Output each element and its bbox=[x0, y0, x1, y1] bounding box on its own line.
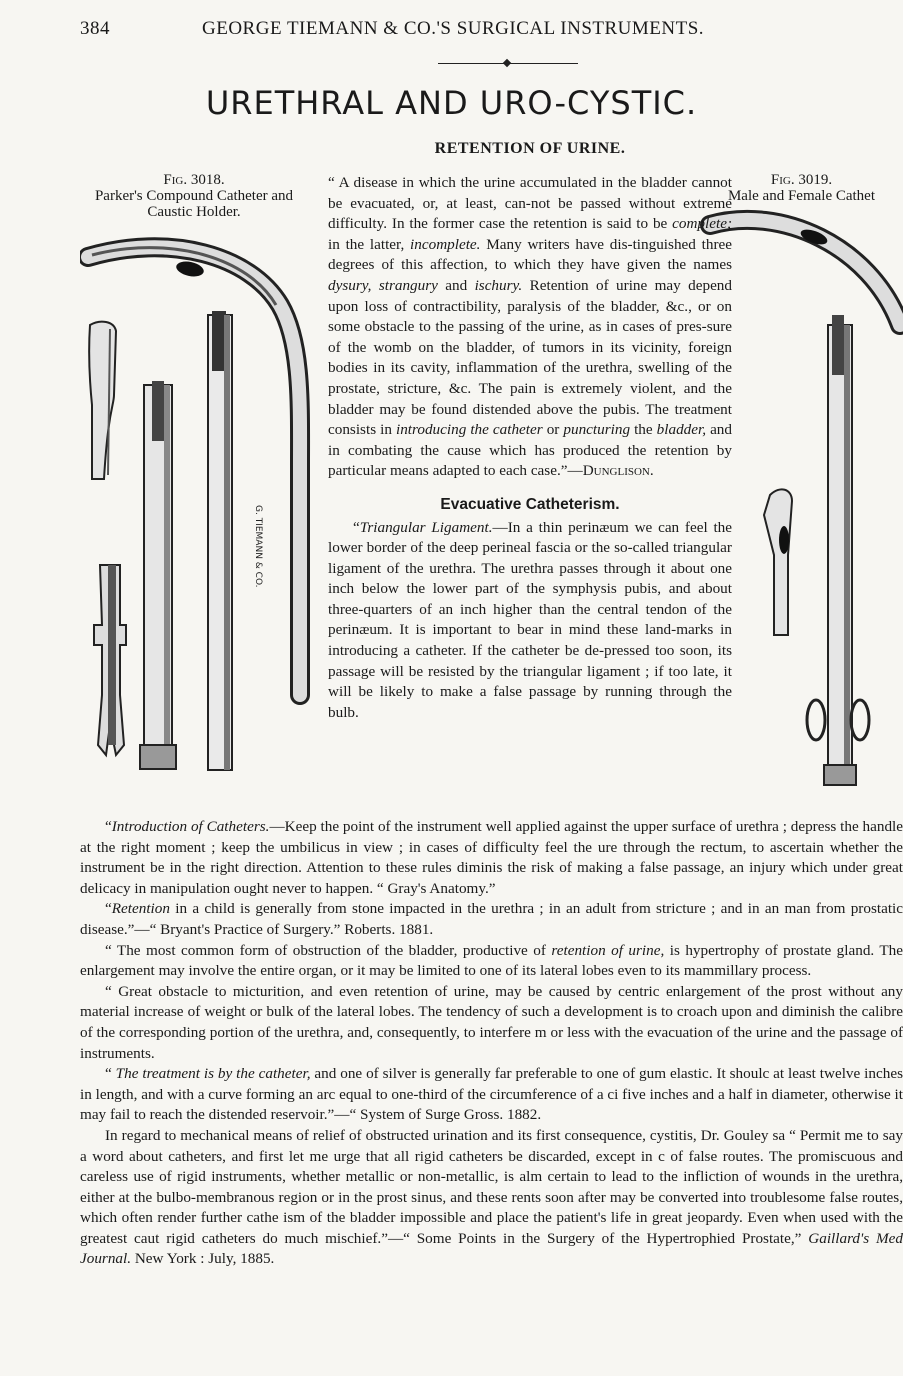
italic-run: bladder, bbox=[656, 421, 707, 439]
italic-run: Retention bbox=[111, 900, 170, 918]
running-head: GEORGE TIEMANN & CO.'S SURGICAL INSTRUMENTS. bbox=[202, 18, 705, 39]
figure-3018-caption-text: Parker's Compound Catheter and Caustic Holder. bbox=[94, 188, 294, 220]
header-rule-ornament bbox=[503, 59, 511, 67]
text-run: and bbox=[437, 276, 475, 294]
text-run: “ Great obstacle to micturition, and even retention of urine, may be caused by centric enlargement of the prost without any material increase of weight or bulk of the lateral lobes. The tendency of such a development is to croach upon and diminish the calibre of the corresponding portion of the urethra, and, consequently, to interfere m or less with the evacuation of the urine and the passage of instruments. bbox=[80, 982, 903, 1062]
finger-ring-right bbox=[851, 700, 869, 740]
paragraph-micturition bbox=[80, 982, 903, 1064]
italic-run: Triangular Ligament. bbox=[359, 518, 493, 536]
italic-run: complete; bbox=[672, 215, 732, 233]
center-column bbox=[328, 173, 732, 723]
triangular-ligament-paragraph bbox=[328, 518, 732, 724]
italic-run: Introduction of Catheters. bbox=[111, 818, 270, 835]
text-run: “ A disease in which the urine accumulated in the bladder cannot be evacuated, or, at least, can-not be passed without extreme difficulty. In the former case the retention is said to be bbox=[328, 174, 732, 233]
figure-3019-caption-text: Male and Female Cathet bbox=[727, 188, 876, 204]
text-run: “ The most common form of obstruction of the bladder, productive of bbox=[105, 941, 552, 959]
catheter-tip-piece bbox=[89, 322, 116, 479]
text-run: “ bbox=[105, 818, 112, 835]
italic-run: The treatment is by the catheter, bbox=[115, 1065, 311, 1083]
italic-run: puncturing bbox=[563, 421, 631, 439]
text-run: In regard to mechanical means of relief of obstructed urination and its first consequence, cystitis, Dr. Gouley sa “ Permit me to say a word about catheters, and first let me urge that all rigid catheters be discarded, except in c of false routes. The promiscuous and careless use of rigid instruments, whether metallic or non-metallic, is alm certain to lead to the infliction of wounds in the urethra, either at the bulbo-membranous region or in the prost sinus, and these rents soon after may be converted into troublesome false routes, which often render further cathe ism of the bladder impossible and place the patient's life in great jeopardy. Even when used with the greatest caut rigid catheters do much mischief.”—“ Some Points in the Surgery of the Hypertrophied Prostate,” bbox=[80, 1126, 903, 1247]
maker-stamp: G. TIEMANN & CO. bbox=[253, 505, 263, 588]
paragraph-retention bbox=[80, 899, 903, 940]
text-run: in a child is generally from stone impacted in the urethra ; in an adult from stricture ; and in an man from prostatic disease.”—“ Bryant's Practice of Surgery.” Roberts. 1881. bbox=[80, 900, 903, 938]
italic-run: incomplete. bbox=[410, 235, 481, 253]
figure-3018-number: Fig. 3018. bbox=[163, 172, 225, 188]
italic-run: retention of urine, bbox=[551, 941, 665, 959]
text-run: Retention of urine may depend upon loss of contractibility, paralysis of the bladder, &c., or on some obstacle to the passing of the urine, as in cases of pres-sure of the womb on the bladder, of tumors in its vicinity, foreign bodies in its cavity, inflammation of the urethra, swelling of the prostate, stricture, &c. The pain is extremely violent, and the bladder may be found distended above the pubis. The treatment consists in bbox=[328, 276, 732, 439]
text-run: is hypertrophy of prostate gland. The enlargement may involve the entire organ, or it may be limited to one of its lateral lobes even to its mammillary process. bbox=[80, 941, 903, 980]
page-title: URETHRAL AND URO-CYSTIC. bbox=[205, 84, 698, 122]
italic-run: introducing the catheter bbox=[395, 421, 543, 439]
finger-ring-left bbox=[807, 700, 825, 740]
text-run: the bbox=[630, 421, 657, 439]
text-run: or bbox=[542, 421, 564, 439]
figure-3018-caption bbox=[80, 172, 308, 220]
paragraph-treatment bbox=[80, 1064, 903, 1126]
text-run: “ bbox=[105, 1065, 116, 1083]
female-catheter bbox=[764, 489, 792, 635]
section-title: RETENTION OF URINE. bbox=[434, 140, 626, 157]
text-run: and in combating the cause which has produced the retention by particular means adapted to each case.”— bbox=[328, 421, 732, 480]
paragraph-gouley bbox=[80, 1126, 903, 1270]
author-name: Dunglison. bbox=[582, 462, 654, 480]
text-run: “ bbox=[105, 900, 112, 918]
italic-run: dysury, strangury bbox=[328, 276, 438, 294]
paragraph-introduction bbox=[80, 817, 903, 899]
text-run: Many writers have dis-tinguished three degrees of this affection, to which they have given the names bbox=[328, 235, 732, 274]
text-run: “ bbox=[353, 518, 360, 536]
full-width-text bbox=[80, 817, 903, 1270]
text-run: —Keep the point of the instrument well applied against the upper surface of urethra ; depress the handle at the right moment ; keep the umbilicus in view ; in cases of difficulty feel the ure through the rectum, to ascertain whether the instrument be in the right direction. Attention to these rules diminis the risk of making a false passage, an injury which under great delicacy in manipulation ought never to happen. “ Gray's Anatomy.” bbox=[80, 818, 903, 897]
paragraph-obstruction bbox=[80, 941, 903, 982]
evacuative-heading: Evacuative Catheterism. bbox=[440, 495, 620, 513]
italic-run: Gaillard's Med Journal. bbox=[80, 1229, 903, 1268]
text-run: in the latter, bbox=[328, 235, 411, 253]
text-run: —In a thin perinæum we can feel the lower border of the deep perineal fascia or the so-called triangular ligament of the urethra. The urethra passes through it about one inch below the lower part of the symphysis pubis, and about three-quarters of an inch higher than the central tendon of the perinæum. It is important to bear in mind these land-marks in introducing a catheter. If the catheter be de-pressed too soon, its passage will be resisted by the triangular ligament ; if too late, it will be likely to make a false passage by running through the bulb. bbox=[328, 518, 733, 721]
figure-3018-illustration bbox=[80, 225, 320, 785]
figure-3019-number: Fig. 3019. bbox=[770, 172, 833, 188]
text-run: New York : July, 1885. bbox=[131, 1250, 275, 1268]
page-number: 384 bbox=[80, 18, 110, 39]
text-run: and one of silver is generally far preferable to one of gum elastic. It shoulc at least twelve inches in length, and with a curve forming an arc equal to one-third of the circumference of a ci five inches and a half in diameter, otherwise it may fail to reach the distended reservoir.”—“ System of Surge Gross. 1882. bbox=[80, 1065, 903, 1124]
italic-run: ischury. bbox=[474, 276, 523, 294]
dunglison-quote bbox=[328, 173, 732, 482]
